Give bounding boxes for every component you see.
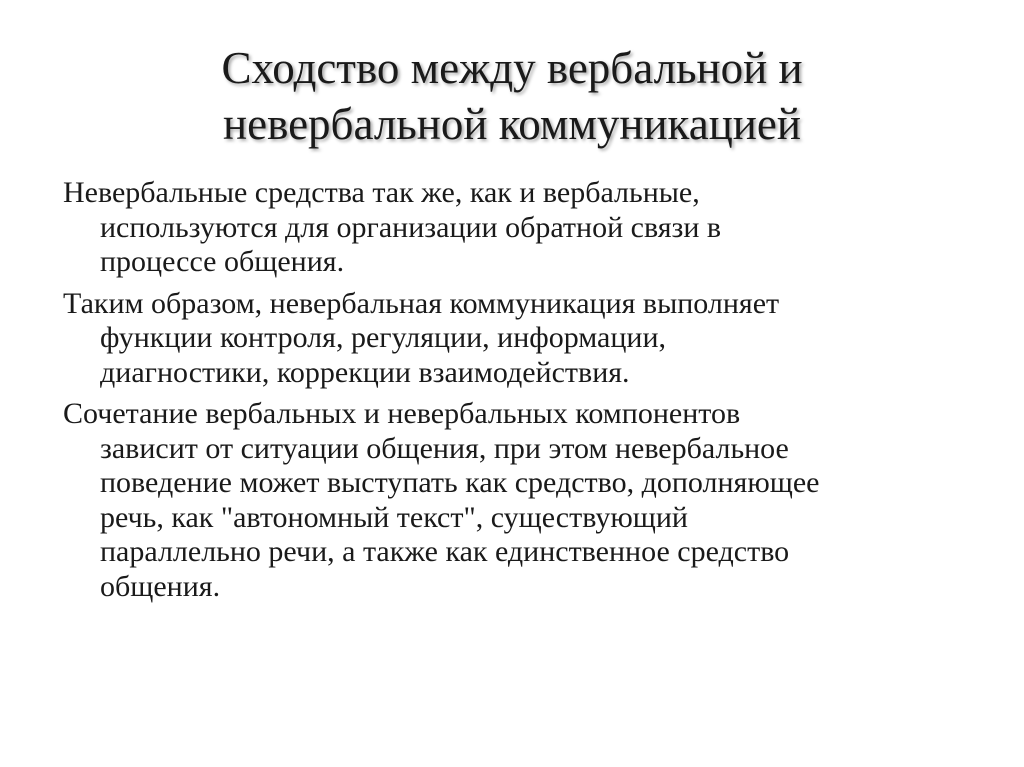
paragraph-feedback [63,176,963,280]
paragraph-functions [63,287,963,391]
paragraph-line: функции контроля, регуляции, информации, [100,321,667,354]
paragraph-line: поведение может выступать как средство, дополняющее [100,466,820,499]
slide-title-line: Сходство между вербальной и [221,43,803,93]
paragraph-line: Невербальные средства так же, как и вербальные, [63,176,700,209]
paragraph-combination [63,397,963,604]
paragraph-line: общения. [100,569,221,603]
paragraph-line: параллельно речи, а также как единственное средство [100,535,790,568]
slide-title [0,40,1024,152]
slide-title-line: невербальной коммуникацией [223,99,801,149]
paragraph-line: процессе общения. [100,245,345,278]
paragraph-line: Сочетание вербальных и невербальных компонентов [63,397,741,430]
slide-body [63,176,963,611]
paragraph-line: Таким образом, невербальная коммуникация выполняет [63,286,780,320]
paragraph-line: речь, как "автономный текст", существующий [100,500,688,534]
paragraph-line: используются для организации обратной связи в [100,210,722,244]
paragraph-line: диагностики, коррекции взаимодействия. [100,355,630,389]
paragraph-line: зависит от ситуации общения, при этом невербальное [100,431,789,465]
